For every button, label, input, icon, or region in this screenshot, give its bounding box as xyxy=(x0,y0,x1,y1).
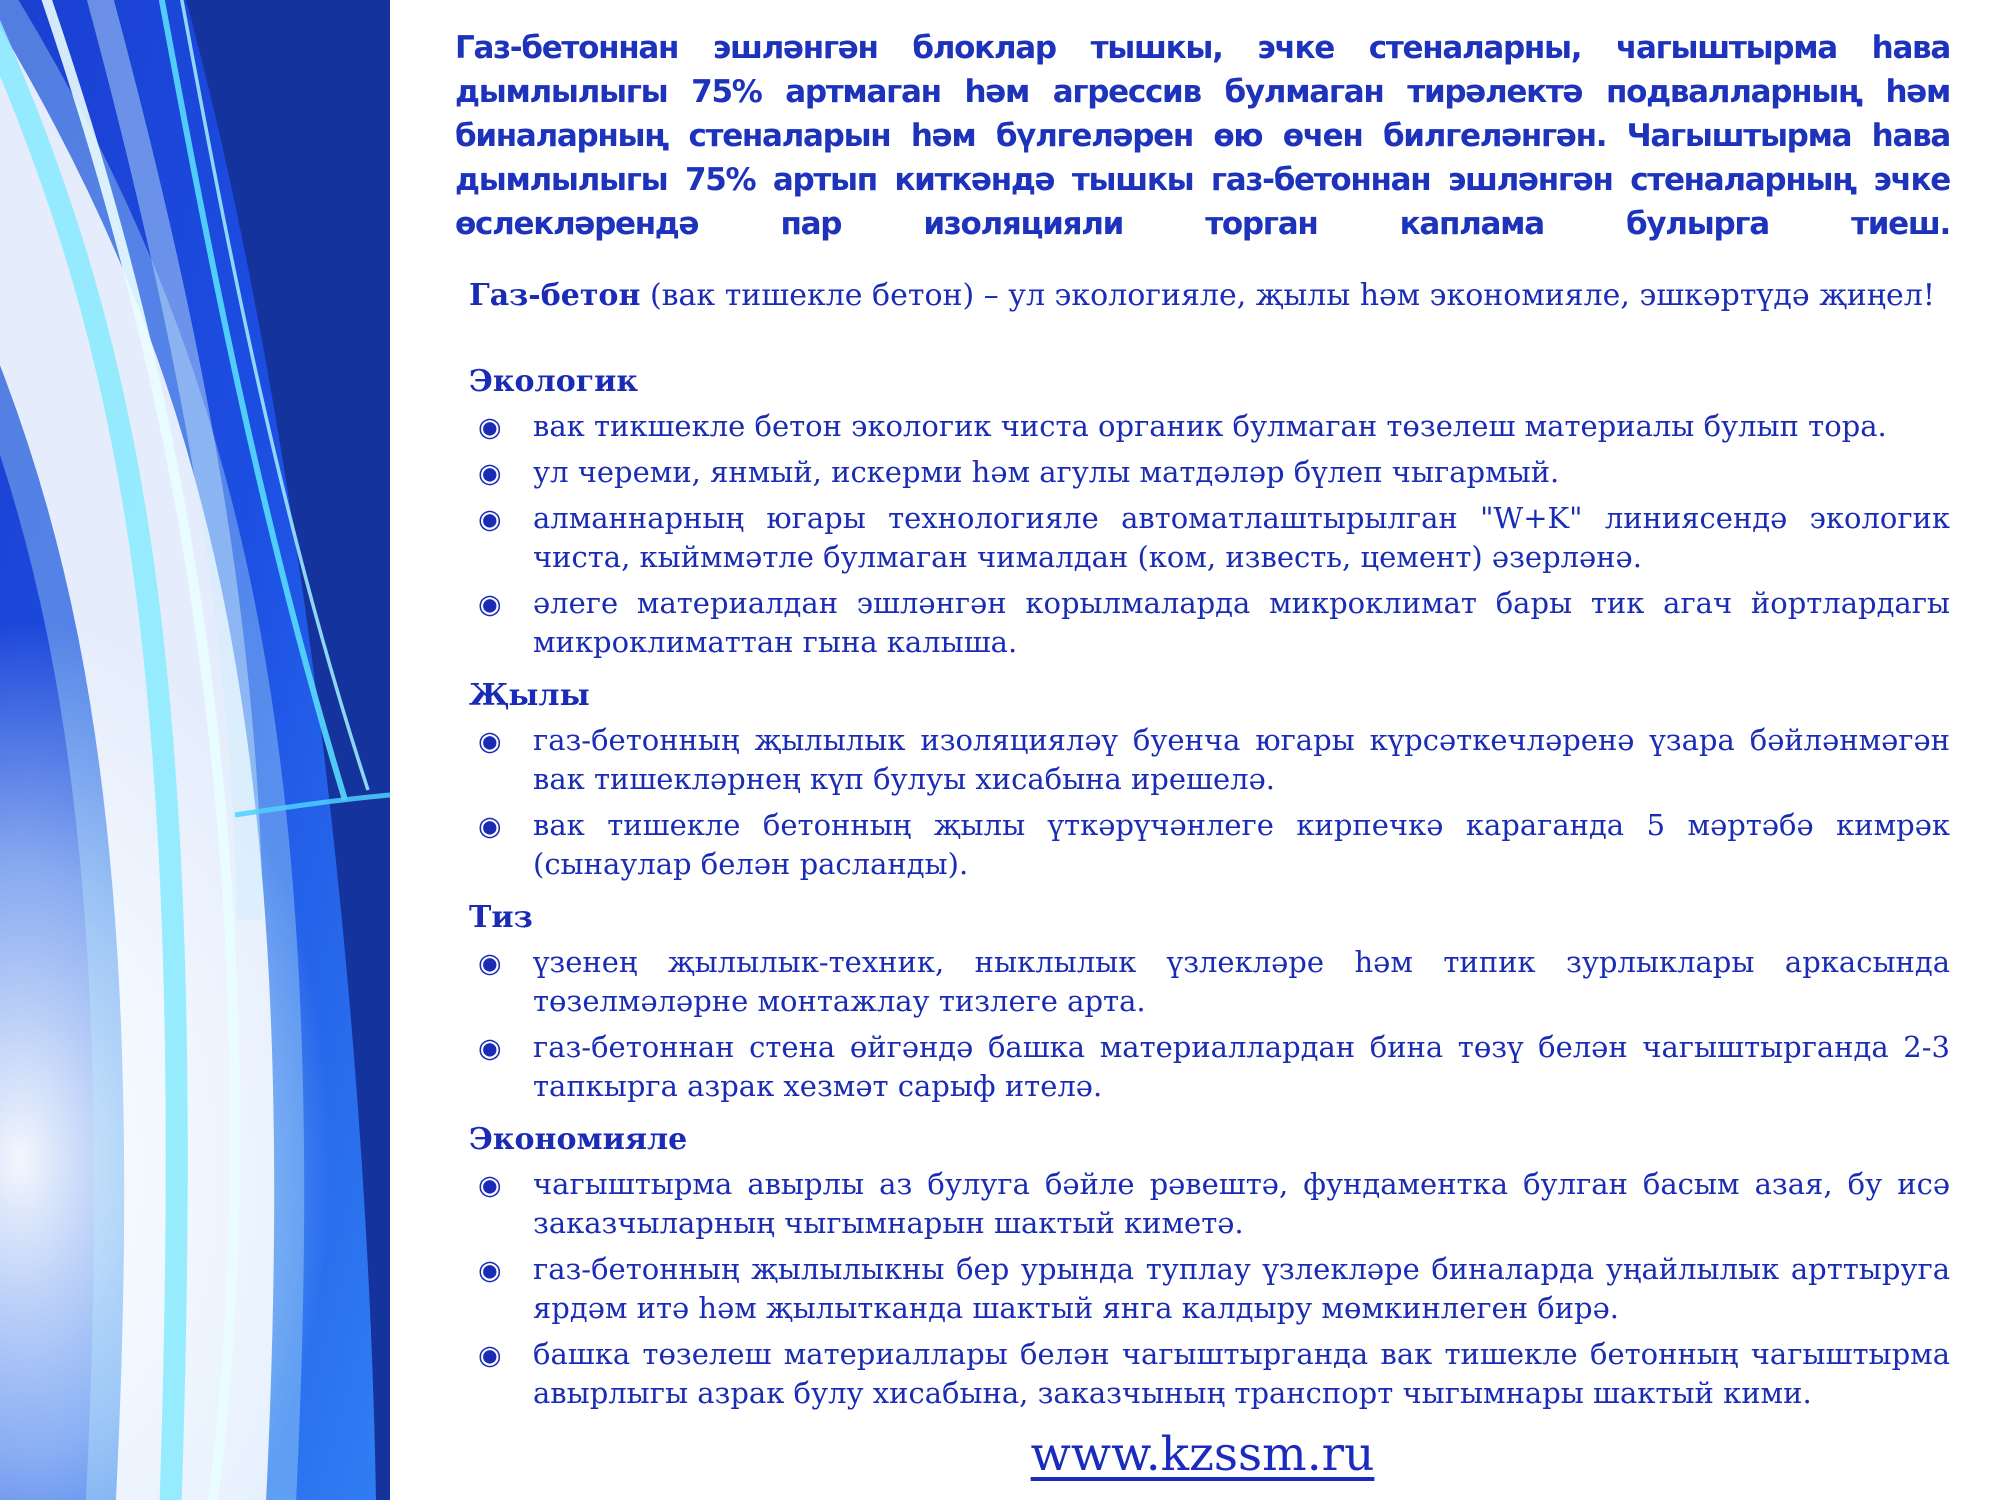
list-item xyxy=(455,453,1950,492)
bullet-list xyxy=(455,721,1950,884)
bullet-text: алманнарның югары технологияле автоматлаштырылган "W+K" линиясендә экологик чиста, кыйммәтле булмаган чималдан (ком, известь, цемент) әзерләнә. xyxy=(533,501,1950,574)
section-fast xyxy=(455,898,1950,1106)
bullet-text: газ-бетонның җылылык изоляцияләү буенча югары күрсәткечләренә үзара бәйләнмәгән вак тишекләрнең күп булуы хисабына ирешелә. xyxy=(533,723,1950,796)
section-title: Тиз xyxy=(469,900,533,935)
bullet-list xyxy=(455,943,1950,1106)
bullet-text: вак тишекле бетонның җылы үткәрүчәнлеге кирпечкә караганда 5 мәртәбә кимрәк (сынаулар белән расланды). xyxy=(533,808,1950,881)
fisheye-bullet-icon: ◉ xyxy=(478,504,502,535)
bullet-text: башка төзелеш материаллары белән чагыштырганда вак тишекле бетонның чагыштырма авырлыгы азрак булу хисабына, заказчының транспорт чыгымнары шактый кими. xyxy=(533,1337,1950,1410)
section-title: Җылы xyxy=(469,678,590,713)
fisheye-bullet-icon: ◉ xyxy=(478,726,502,757)
fisheye-bullet-icon: ◉ xyxy=(478,1170,502,1201)
slide-content xyxy=(390,0,2000,1500)
bullet-text: газ-бетонның җылылыкны бер урында туплау үзлекләре биналарда уңайлылык арттыруга ярдәм итә һәм җылытканда шактый янга калдыру мөмкинлеген бирә. xyxy=(533,1252,1950,1325)
bullet-text: ул череми, янмый, искерми һәм агулы матдәләр бүлеп чыгармый. xyxy=(533,455,1560,489)
bullet-list xyxy=(455,1165,1950,1413)
section-ecologic xyxy=(455,362,1950,662)
bullet-text: чагыштырма авырлы аз булуга бәйле рәвештә, фундаментка булган басым азая, бу исә заказчыларның чыгымнарын шактый киметә. xyxy=(533,1167,1950,1240)
list-item xyxy=(455,1165,1950,1243)
intro-line xyxy=(469,276,1950,316)
fisheye-bullet-icon: ◉ xyxy=(478,589,502,620)
list-item xyxy=(455,499,1950,577)
list-item xyxy=(455,1335,1950,1413)
fisheye-bullet-icon: ◉ xyxy=(478,948,502,979)
fisheye-bullet-icon: ◉ xyxy=(478,1033,502,1064)
bullet-text: әлеге материалдан эшләнгән корылмаларда микроклимат бары тик агач йортлардагы микроклиматтан гына калыша. xyxy=(533,586,1950,659)
bullet-text: үзенең җылылык-техник, ныклылык үзлекләре һәм типик зурлыклары аркасында төзелмәләрне монтажлау тизлеге арта. xyxy=(533,945,1950,1018)
section-title: Экологик xyxy=(469,364,638,399)
list-item xyxy=(455,943,1950,1021)
list-item xyxy=(455,806,1950,884)
section-economical xyxy=(455,1120,1950,1413)
list-item xyxy=(455,1250,1950,1328)
list-item xyxy=(455,407,1950,446)
intro-lead: Газ-бетон xyxy=(469,278,641,313)
section-title: Экономияле xyxy=(469,1122,688,1157)
list-item xyxy=(455,721,1950,799)
section-warm xyxy=(455,676,1950,884)
footer-link-row xyxy=(455,1425,1950,1485)
list-item xyxy=(455,584,1950,662)
decorative-abstract-art xyxy=(0,0,390,1500)
fisheye-bullet-icon: ◉ xyxy=(478,412,502,443)
bullet-list xyxy=(455,407,1950,662)
bullet-text: газ-бетоннан стена өйгәндә башка материаллардан бина төзү белән чагыштырганда 2-3 тапкырга азрак хезмәт сарыф ителә. xyxy=(533,1030,1950,1103)
intro-rest: (вак тишекле бетон) – ул экологияле, җылы һәм экономияле, эшкәртүдә җиңел! xyxy=(640,278,1935,313)
bullet-text: вак тикшекле бетон экологик чиста органик булмаган төзелеш материалы булып тора. xyxy=(533,409,1887,443)
page-title: Газ-бетоннан эшләнгән блоклар тышкы, эчке стеналарны, чагыштырма һава дымлылыгы 75% артмаган һәм агрессив булмаган тирәлектә подвалларның һәм биналарның стеналарын һәм бүлгеләрен өю өчен билгеләнгән. Чагыштырма һава дымлылыгы 75% артып киткәндә тышкы газ-бетоннан эшләнгән стеналарның эчке өслекләрендә пар изоляцияли торган каплама булырга тиеш. xyxy=(455,30,1950,242)
fisheye-bullet-icon: ◉ xyxy=(478,811,502,842)
website-link[interactable]: www.kzssm.ru xyxy=(1030,1427,1375,1482)
abstract-blue-waves-graphic xyxy=(0,0,390,1500)
fisheye-bullet-icon: ◉ xyxy=(478,1255,502,1286)
list-item xyxy=(455,1028,1950,1106)
fisheye-bullet-icon: ◉ xyxy=(478,1340,502,1371)
fisheye-bullet-icon: ◉ xyxy=(478,458,502,489)
